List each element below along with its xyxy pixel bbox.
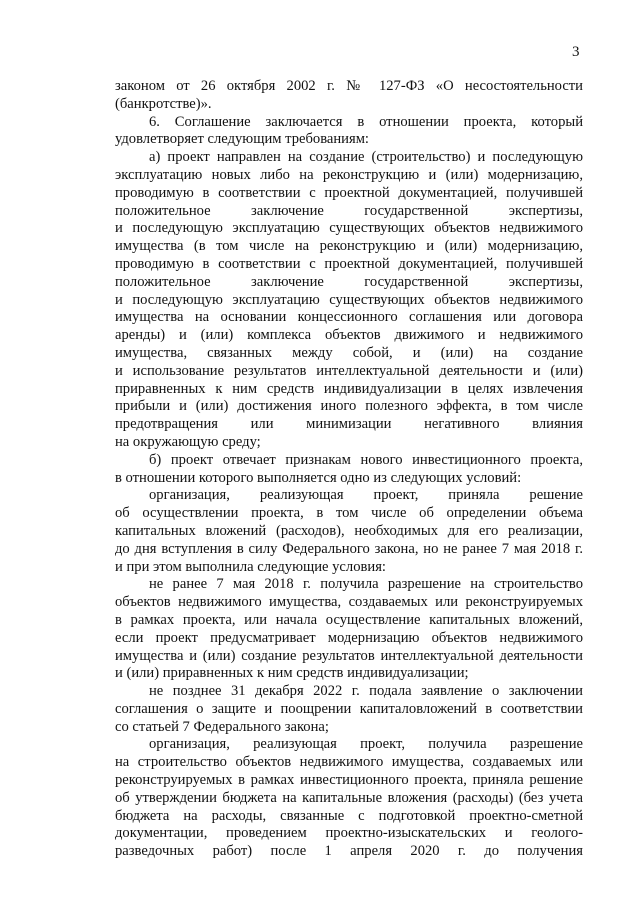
text-line: имущества, связанных между собой, и (или) на создание <box>115 344 583 361</box>
text-line: (банкротстве)». <box>115 95 212 112</box>
text-line: законом от 26 октября 2002 г. № 127-ФЗ «О несостоятельности <box>115 78 583 94</box>
text-line: разведочных работ) после 1 апреля 2020 г. до получения <box>115 843 583 860</box>
text-line: и использование результатов интеллектуальной деятельности и (или) <box>115 362 583 379</box>
text-line: и последующую эксплуатацию существующих объектов недвижимого <box>115 291 583 308</box>
page-number: 3 <box>572 44 580 60</box>
text-line: и последующую эксплуатацию существующих объектов недвижимого <box>115 220 583 237</box>
text-line: со статьей 7 Федерального закона; <box>115 718 329 735</box>
text-line: положительное заключение государственной экспертизы, <box>115 202 583 219</box>
text-line: прибыли и (или) достижения иного полезного эффекта, в том числе <box>115 398 583 415</box>
text-line: объектов недвижимого имущества, создаваемых или реконструируемых <box>115 594 583 611</box>
text-line: соглашения о защите и поощрении капиталовложений в соответствии <box>115 700 583 717</box>
text-line: в рамках проекта, или начала осуществление капитальных вложений, <box>115 611 583 628</box>
text-line: бюджета на расходы, связанные с подготовкой проектно-сметной <box>115 807 583 824</box>
text-line: об утверждении бюджета на капитальные вложения (расходы) (без учета <box>115 789 583 806</box>
text-line: не ранее 7 мая 2018 г. получила разрешение на строительство <box>149 576 583 593</box>
text-line: об осуществлении проекта, в том числе об определении объема <box>115 505 583 522</box>
text-line: в отношении которого выполняется одно из следующих условий: <box>115 469 522 486</box>
text-line: реконструируемых в рамках инвестиционного проекта, приняла решение <box>115 772 583 789</box>
text-line: а) проект направлен на создание (строительство) и последующую <box>149 149 583 166</box>
text-line: и (или) приравненных к ним средств индивидуализации; <box>115 665 469 682</box>
text-line: проводимую в соответствии с проектной документацией, получившей <box>115 184 583 201</box>
text-line: эксплуатацию новых либо на реконструкцию и (или) модернизацию, <box>115 166 583 183</box>
text-line: положительное заключение государственной экспертизы, <box>115 273 583 290</box>
text-line: 6. Соглашение заключается в отношении проекта, который <box>149 113 583 130</box>
text-line: до дня вступления в силу Федерального закона, но не ранее 7 мая 2018 г. <box>115 540 583 557</box>
text-line: не позднее 31 декабря 2022 г. подала заявление о заключении <box>149 683 583 700</box>
document-body <box>115 78 583 861</box>
text-line: аренды) и (или) комплекса объектов движимого и недвижимого <box>115 327 583 344</box>
text-line: капитальных вложений (расходов), необходимых для его реализации, <box>115 522 583 539</box>
text-line: и при этом выполнила следующие условия: <box>115 558 386 575</box>
text-line: удовлетворяет следующим требованиям: <box>115 131 369 148</box>
text-line: имущества и (или) создание результатов интеллектуальной деятельности <box>115 647 583 664</box>
text-line: организация, реализующая проект, приняла решение <box>149 487 583 504</box>
text-line: на окружающую среду; <box>115 433 261 450</box>
text-line: документации, проведением проектно-изыскательских и геолого- <box>115 825 583 842</box>
text-line: предотвращения или минимизации негативного влияния <box>115 416 583 433</box>
text-line: имущества (в том числе на реконструкцию и (или) модернизацию, <box>115 238 583 255</box>
text-line: проводимую в соответствии с проектной документацией, получившей <box>115 255 583 272</box>
text-line: имущества на основании концессионного соглашения или договора <box>115 309 583 326</box>
text-line: на строительство объектов недвижимого имущества, создаваемых или <box>115 754 583 771</box>
text-line: если проект предусматривает модернизацию объектов недвижимого <box>115 629 583 646</box>
text-line: организация, реализующая проект, получила разрешение <box>149 736 583 753</box>
text-line: приравненных к ним средств индивидуализации в целях извлечения <box>115 380 583 397</box>
text-line: б) проект отвечает признакам нового инвестиционного проекта, <box>149 451 583 468</box>
